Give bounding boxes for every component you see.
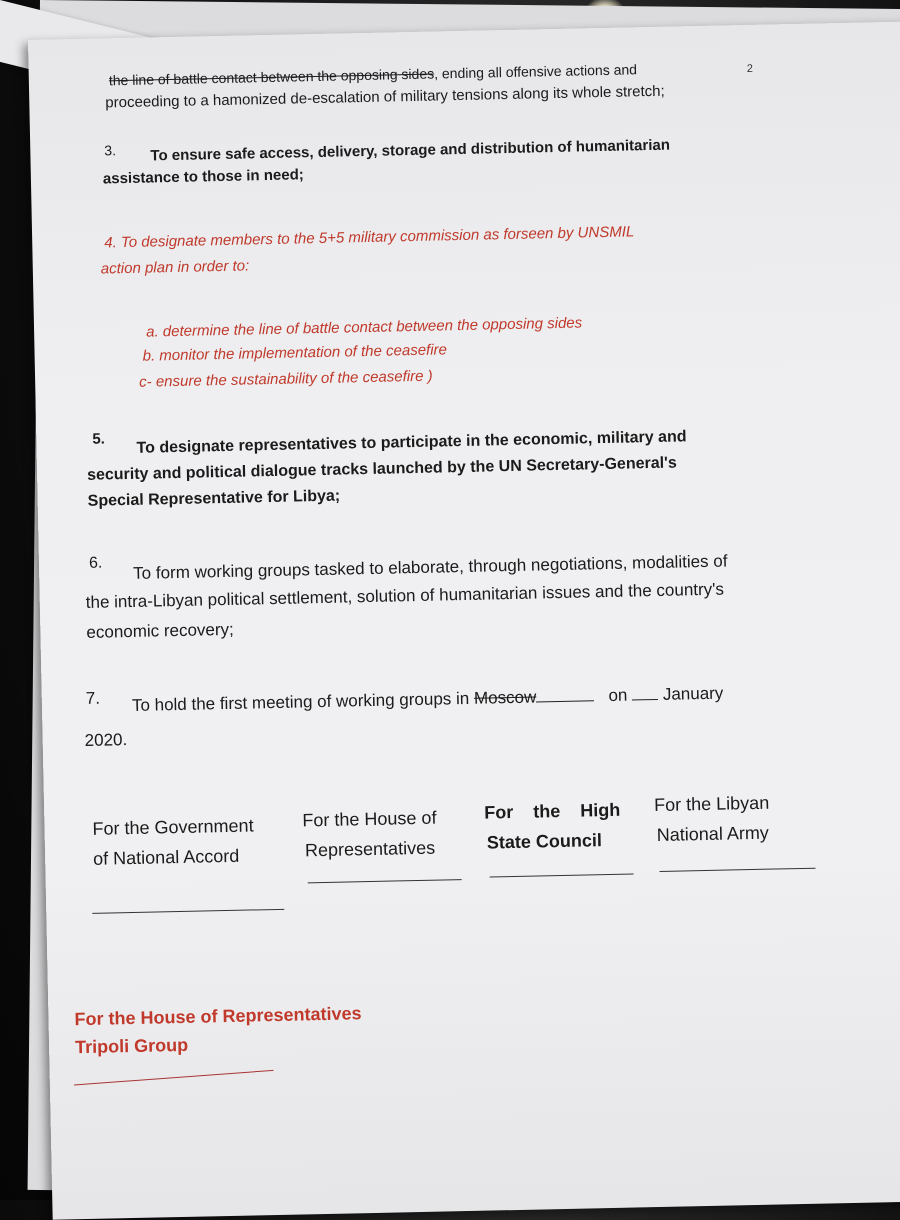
item-4-line-1: 4. To designate members to the 5+5 military commission as forseen by UNSMIL bbox=[104, 223, 635, 252]
signatory-hsc-line-1 bbox=[484, 800, 620, 824]
item-7-number: 7. bbox=[85, 688, 101, 708]
signature-line-lna bbox=[660, 868, 816, 872]
signature-line-tripoli bbox=[74, 1070, 274, 1086]
item-5-line-3: Special Representative for Libya; bbox=[87, 487, 341, 510]
item-4-sub-c: c- ensure the sustainability of the ceasefire ) bbox=[139, 367, 433, 391]
item-7-body: To hold the first meeting of working groups in bbox=[131, 688, 470, 715]
struck-text: the line of battle contact between the opposing sides bbox=[108, 65, 435, 89]
signatory-gna-line-1: For the Government bbox=[92, 815, 254, 839]
item-4-line-2: action plan in order to: bbox=[100, 257, 250, 278]
top-line-2: proceeding to a hamonized de-escalation of military tensions along its whole stretch; bbox=[105, 82, 665, 112]
item-6-line-2: the intra-Libyan political settlement, solution of humanitarian issues and the country's bbox=[85, 579, 725, 612]
item-4-sub-b: b. monitor the implementation of the ceasefire bbox=[142, 341, 448, 365]
signatory-tripoli-line-1: For the House of Representatives bbox=[74, 1003, 362, 1030]
item-6-line-1: To form working groups tasked to elaborate, through negotiations, modalities of bbox=[132, 551, 728, 583]
item-4-sub-a: a. determine the line of battle contact between the opposing sides bbox=[145, 314, 583, 341]
signature-line-hor bbox=[308, 879, 462, 883]
signatory-hor-line-1: For the House of bbox=[302, 807, 437, 831]
signatory-hor-line-2: Representatives bbox=[304, 837, 436, 861]
item-5-line-1: To designate representatives to participate in the economic, military and bbox=[136, 428, 687, 457]
item-3-number: 3. bbox=[104, 142, 117, 159]
signatory-lna-line-2: National Army bbox=[656, 822, 770, 846]
item-5-line-2: security and political dialogue tracks launched by the UN Secretary-General's bbox=[86, 454, 677, 484]
signature-line-hsc bbox=[490, 874, 634, 878]
blank-city bbox=[536, 700, 594, 702]
item-7-month: January bbox=[662, 683, 724, 704]
signatory-hsc-high: High bbox=[580, 799, 621, 821]
signatory-gna-line-2: of National Accord bbox=[92, 845, 240, 869]
item-6-line-3: economic recovery; bbox=[86, 619, 234, 642]
item-3-line-2: assistance to those in need; bbox=[102, 166, 304, 188]
item-7-year: 2020. bbox=[84, 730, 128, 750]
item-5-number: 5. bbox=[92, 430, 106, 448]
item-3-line-1: To ensure safe access, delivery, storage and distribution of humanitarian bbox=[150, 136, 671, 165]
page-number: 2 bbox=[746, 62, 754, 75]
signatory-hsc-the: the bbox=[533, 801, 561, 822]
item-7-text bbox=[132, 684, 724, 716]
item-7-on: on bbox=[608, 685, 628, 705]
struck-city: Moscow bbox=[473, 687, 537, 708]
signatory-hsc-line-2: State Council bbox=[486, 830, 603, 853]
signatory-lna-line-1: For the Libyan bbox=[653, 792, 770, 816]
signature-line-gna bbox=[92, 909, 284, 914]
document-page bbox=[28, 21, 900, 1220]
item-6-number: 6. bbox=[88, 554, 103, 572]
signatory-hsc-for: For bbox=[484, 802, 514, 823]
top-line-1-rest: , ending all offensive actions and bbox=[433, 61, 638, 82]
signatory-tripoli-line-2: Tripoli Group bbox=[74, 1034, 189, 1058]
blank-day bbox=[632, 699, 658, 701]
